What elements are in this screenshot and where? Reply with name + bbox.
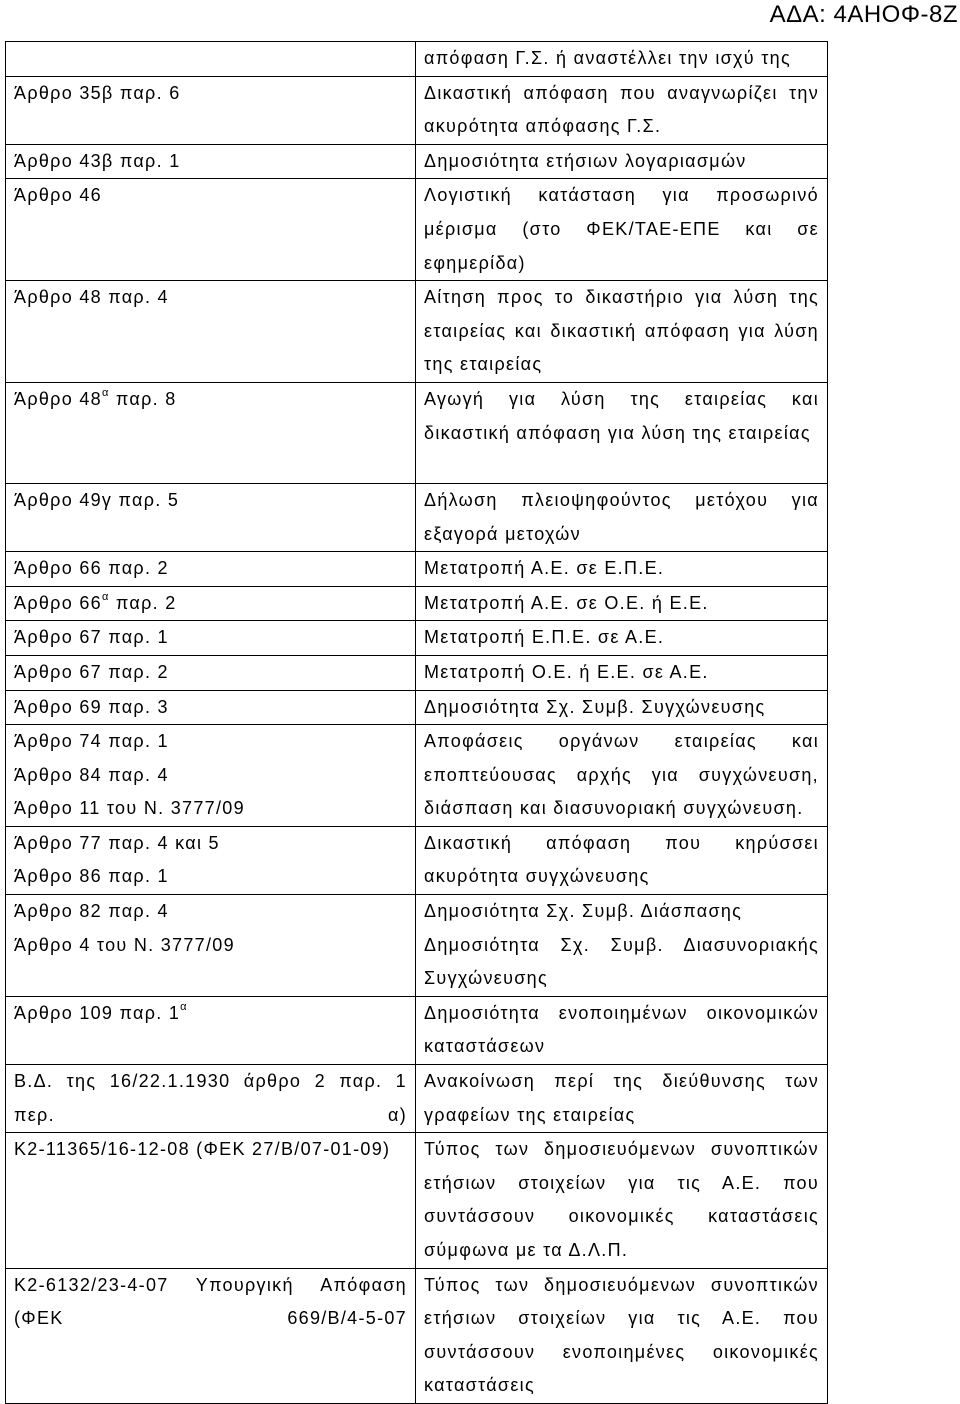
table-row xyxy=(6,996,828,1064)
description-cell: απόφαση Γ.Σ. ή αναστέλλει την ισχύ της xyxy=(416,42,828,77)
ada-code: ΑΔΑ: 4ΑΗΟΦ-8Ζ xyxy=(769,1,958,28)
description-cell: Αίτηση προς το δικαστήριο για λύση της εταιρείας και δικαστική απόφαση για λύση της εταιρείας xyxy=(416,281,828,383)
article-text: Άρθρο 48 xyxy=(14,388,102,409)
article-cell xyxy=(6,996,416,1064)
table-row xyxy=(6,281,828,383)
article-cell: Κ2-6132/23-4-07 Υπουργική Απόφαση (ΦΕΚ 669/Β/4-5-07 xyxy=(6,1268,416,1403)
table-row xyxy=(6,621,828,656)
table-row xyxy=(6,552,828,587)
article-cell: Άρθρο 49γ παρ. 5 xyxy=(6,483,416,551)
article-cell xyxy=(6,42,416,77)
table-row xyxy=(6,1268,828,1403)
description-cell: Τύπος των δημοσιευόμενων συνοπτικών ετήσιων στοιχείων για τις Α.Ε. που συντάσσουν οικονομικές καταστάσεις σύμφωνα με τα Δ.Λ.Π. xyxy=(416,1133,828,1268)
article-cell: Άρθρο 66 παρ. 2 xyxy=(6,552,416,587)
table-row xyxy=(6,895,828,997)
description-cell: Δημοσιότητα ενοποιημένων οικονομικών καταστάσεων xyxy=(416,996,828,1064)
article-line: Άρθρο 82 παρ. 4 xyxy=(14,901,169,922)
article-cell xyxy=(6,826,416,894)
article-cell: Άρθρο 69 παρ. 3 xyxy=(6,690,416,725)
table-row xyxy=(6,655,828,690)
description-cell: Μετατροπή Ε.Π.Ε. σε Α.Ε. xyxy=(416,621,828,656)
superscript-alpha: α xyxy=(101,386,110,399)
description-line: Δημοσιότητα Σχ. Συμβ. Διασυνοριακής Συγχώνευσης xyxy=(424,934,819,989)
description-cell: Δημοσιότητα Σχ. Συμβ. Συγχώνευσης xyxy=(416,690,828,725)
table-row xyxy=(6,1133,828,1268)
table-row xyxy=(6,586,828,621)
description-cell: Δικαστική απόφαση που αναγνωρίζει την ακυρότητα απόφασης Γ.Σ. xyxy=(416,76,828,144)
description-cell: Τύπος των δημοσιευόμενων συνοπτικών ετήσιων στοιχείων για τις Α.Ε. που συντάσσουν ενοποιημένες οικονομικές καταστάσεις xyxy=(416,1268,828,1403)
article-cell xyxy=(6,895,416,997)
publication-table xyxy=(5,41,828,1404)
table-row xyxy=(6,382,828,483)
description-cell: Μετατροπή Ο.Ε. ή Ε.Ε. σε Α.Ε. xyxy=(416,655,828,690)
table-row xyxy=(6,483,828,551)
article-cell xyxy=(6,586,416,621)
description-cell: Ανακοίνωση περί της διεύθυνσης των γραφείων της εταιρείας xyxy=(416,1065,828,1133)
superscript-alpha: α xyxy=(180,1000,188,1013)
description-cell: Δικαστική απόφαση που κηρύσσει ακυρότητα συγχώνευσης xyxy=(416,826,828,894)
article-text: Άρθρο 109 παρ. 1 xyxy=(14,1002,181,1023)
table-row xyxy=(6,690,828,725)
article-cell: Άρθρο 35β παρ. 6 xyxy=(6,76,416,144)
article-cell: Άρθρο 46 xyxy=(6,179,416,281)
superscript-alpha: α xyxy=(101,590,110,603)
article-line: Άρθρο 86 παρ. 1 xyxy=(14,866,169,887)
article-cell: Κ2-11365/16-12-08 (ΦΕΚ 27/Β/07-01-09) xyxy=(6,1133,416,1268)
table-row xyxy=(6,76,828,144)
table-row xyxy=(6,1065,828,1133)
article-cell: Άρθρο 48 παρ. 4 xyxy=(6,281,416,383)
table-row xyxy=(6,144,828,179)
description-cell xyxy=(416,895,828,997)
table-row xyxy=(6,42,828,77)
article-cell: Άρθρο 43β παρ. 1 xyxy=(6,144,416,179)
article-text: Άρθρο 66 xyxy=(14,592,102,613)
description-cell: Αγωγή για λύση της εταιρείας και δικαστική απόφαση για λύση της εταιρείας xyxy=(416,382,828,483)
table-row xyxy=(6,725,828,827)
article-text: παρ. 8 xyxy=(109,388,177,409)
article-cell: Άρθρο 67 παρ. 2 xyxy=(6,655,416,690)
description-line: Δημοσιότητα Σχ. Συμβ. Διάσπασης xyxy=(424,901,743,922)
article-cell: Άρθρο 67 παρ. 1 xyxy=(6,621,416,656)
article-line: Άρθρο 74 παρ. 1 xyxy=(14,731,169,752)
article-cell: Β.Δ. της 16/22.1.1930 άρθρο 2 παρ. 1 περ. α) xyxy=(6,1065,416,1133)
article-cell xyxy=(6,382,416,483)
table-row xyxy=(6,179,828,281)
description-cell: Μετατροπή Α.Ε. σε Ε.Π.Ε. xyxy=(416,552,828,587)
article-cell xyxy=(6,725,416,827)
table-row xyxy=(6,826,828,894)
article-text: παρ. 2 xyxy=(109,592,177,613)
description-cell: Δήλωση πλειοψηφούντος μετόχου για εξαγορά μετοχών xyxy=(416,483,828,551)
description-cell: Λογιστική κατάσταση για προσωρινό μέρισμα (στο ΦΕΚ/ΤΑΕ-ΕΠΕ και σε εφημερίδα) xyxy=(416,179,828,281)
description-cell: Μετατροπή Α.Ε. σε Ο.Ε. ή Ε.Ε. xyxy=(416,586,828,621)
article-line: Άρθρο 84 παρ. 4 xyxy=(14,764,169,785)
article-line: Άρθρο 77 παρ. 4 και 5 xyxy=(14,832,220,853)
description-cell: Δημοσιότητα ετήσιων λογαριασμών xyxy=(416,144,828,179)
article-line: Άρθρο 11 του Ν. 3777/09 xyxy=(14,798,245,819)
description-cell: Αποφάσεις οργάνων εταιρείας και εποπτεύουσας αρχής για συγχώνευση, διάσπαση και διασυνοριακή συγχώνευση. xyxy=(416,725,828,827)
article-line: Άρθρο 4 του Ν. 3777/09 xyxy=(14,934,235,955)
